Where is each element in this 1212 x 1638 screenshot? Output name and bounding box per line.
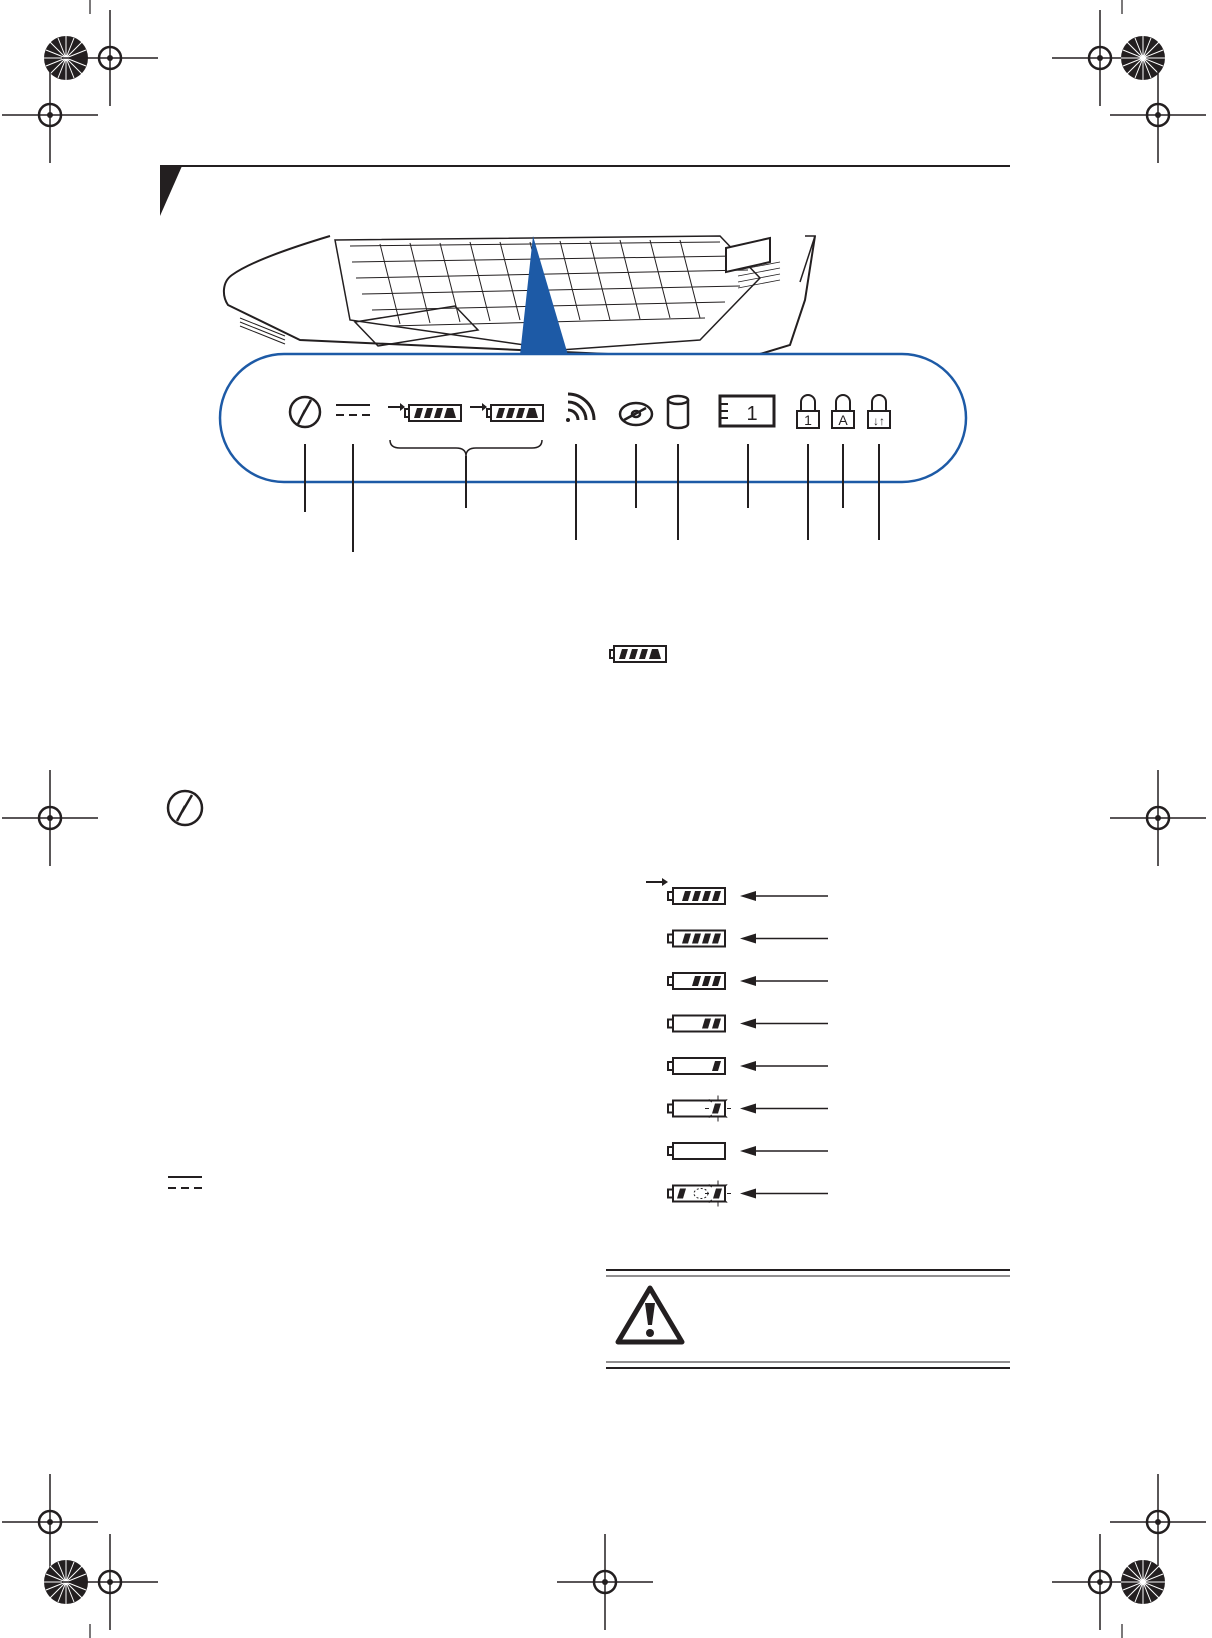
battery-segment (702, 976, 711, 986)
battery-margin-icon (610, 646, 666, 662)
battery-segment (677, 1189, 686, 1199)
scrolllock-label: ↓↑ (873, 414, 885, 428)
battery-level-pointer (740, 934, 828, 944)
battery-segment (702, 1019, 711, 1029)
battery-level-pointer (740, 976, 828, 986)
battery-full-level (668, 931, 828, 947)
battery-segment (712, 976, 721, 986)
battery-level-pointer (740, 891, 828, 901)
battery-low-blinking-level (668, 1096, 828, 1122)
header-rule (160, 166, 1010, 216)
capslock-label: A (838, 412, 848, 428)
ac-adapter-margin-icon (168, 1177, 202, 1188)
status-indicator-panel (220, 354, 966, 482)
battery-segment (682, 934, 691, 944)
battery-segment (702, 891, 711, 901)
battery-level-pointer (740, 1189, 828, 1199)
battery-segment (682, 891, 691, 901)
battery-segment (692, 976, 701, 986)
power-margin-icon (168, 791, 202, 825)
battery-50-level (668, 1016, 828, 1032)
battery-segment (692, 891, 701, 901)
battery-segment (712, 1061, 721, 1071)
battery-fault-blinking-level (668, 1181, 828, 1207)
pc-card-slot-number: 1 (746, 403, 758, 425)
battery-segment (692, 934, 701, 944)
battery-charging-level (646, 878, 828, 904)
battery-level-pointer (740, 1104, 828, 1114)
caution-box (606, 1270, 1010, 1368)
battery-segment (712, 891, 721, 901)
print-marks (2, 0, 1206, 1638)
battery-segment (712, 1019, 721, 1029)
callout-wedge (520, 236, 568, 355)
laptop-illustration (224, 236, 815, 360)
battery-segment (702, 934, 711, 944)
caution-icon (618, 1288, 682, 1342)
battery-segment (713, 1189, 722, 1199)
numlock-label: 1 (804, 412, 812, 428)
battery-segment (712, 934, 721, 944)
battery-25-level (668, 1058, 828, 1074)
battery-segment (712, 1104, 721, 1114)
battery-level-pointer (740, 1146, 828, 1156)
battery-75-level (668, 973, 828, 989)
battery-level-chart (646, 878, 828, 1207)
battery-level-pointer (740, 1061, 828, 1071)
battery-level-pointer (740, 1019, 828, 1029)
battery-empty-level (668, 1143, 828, 1159)
